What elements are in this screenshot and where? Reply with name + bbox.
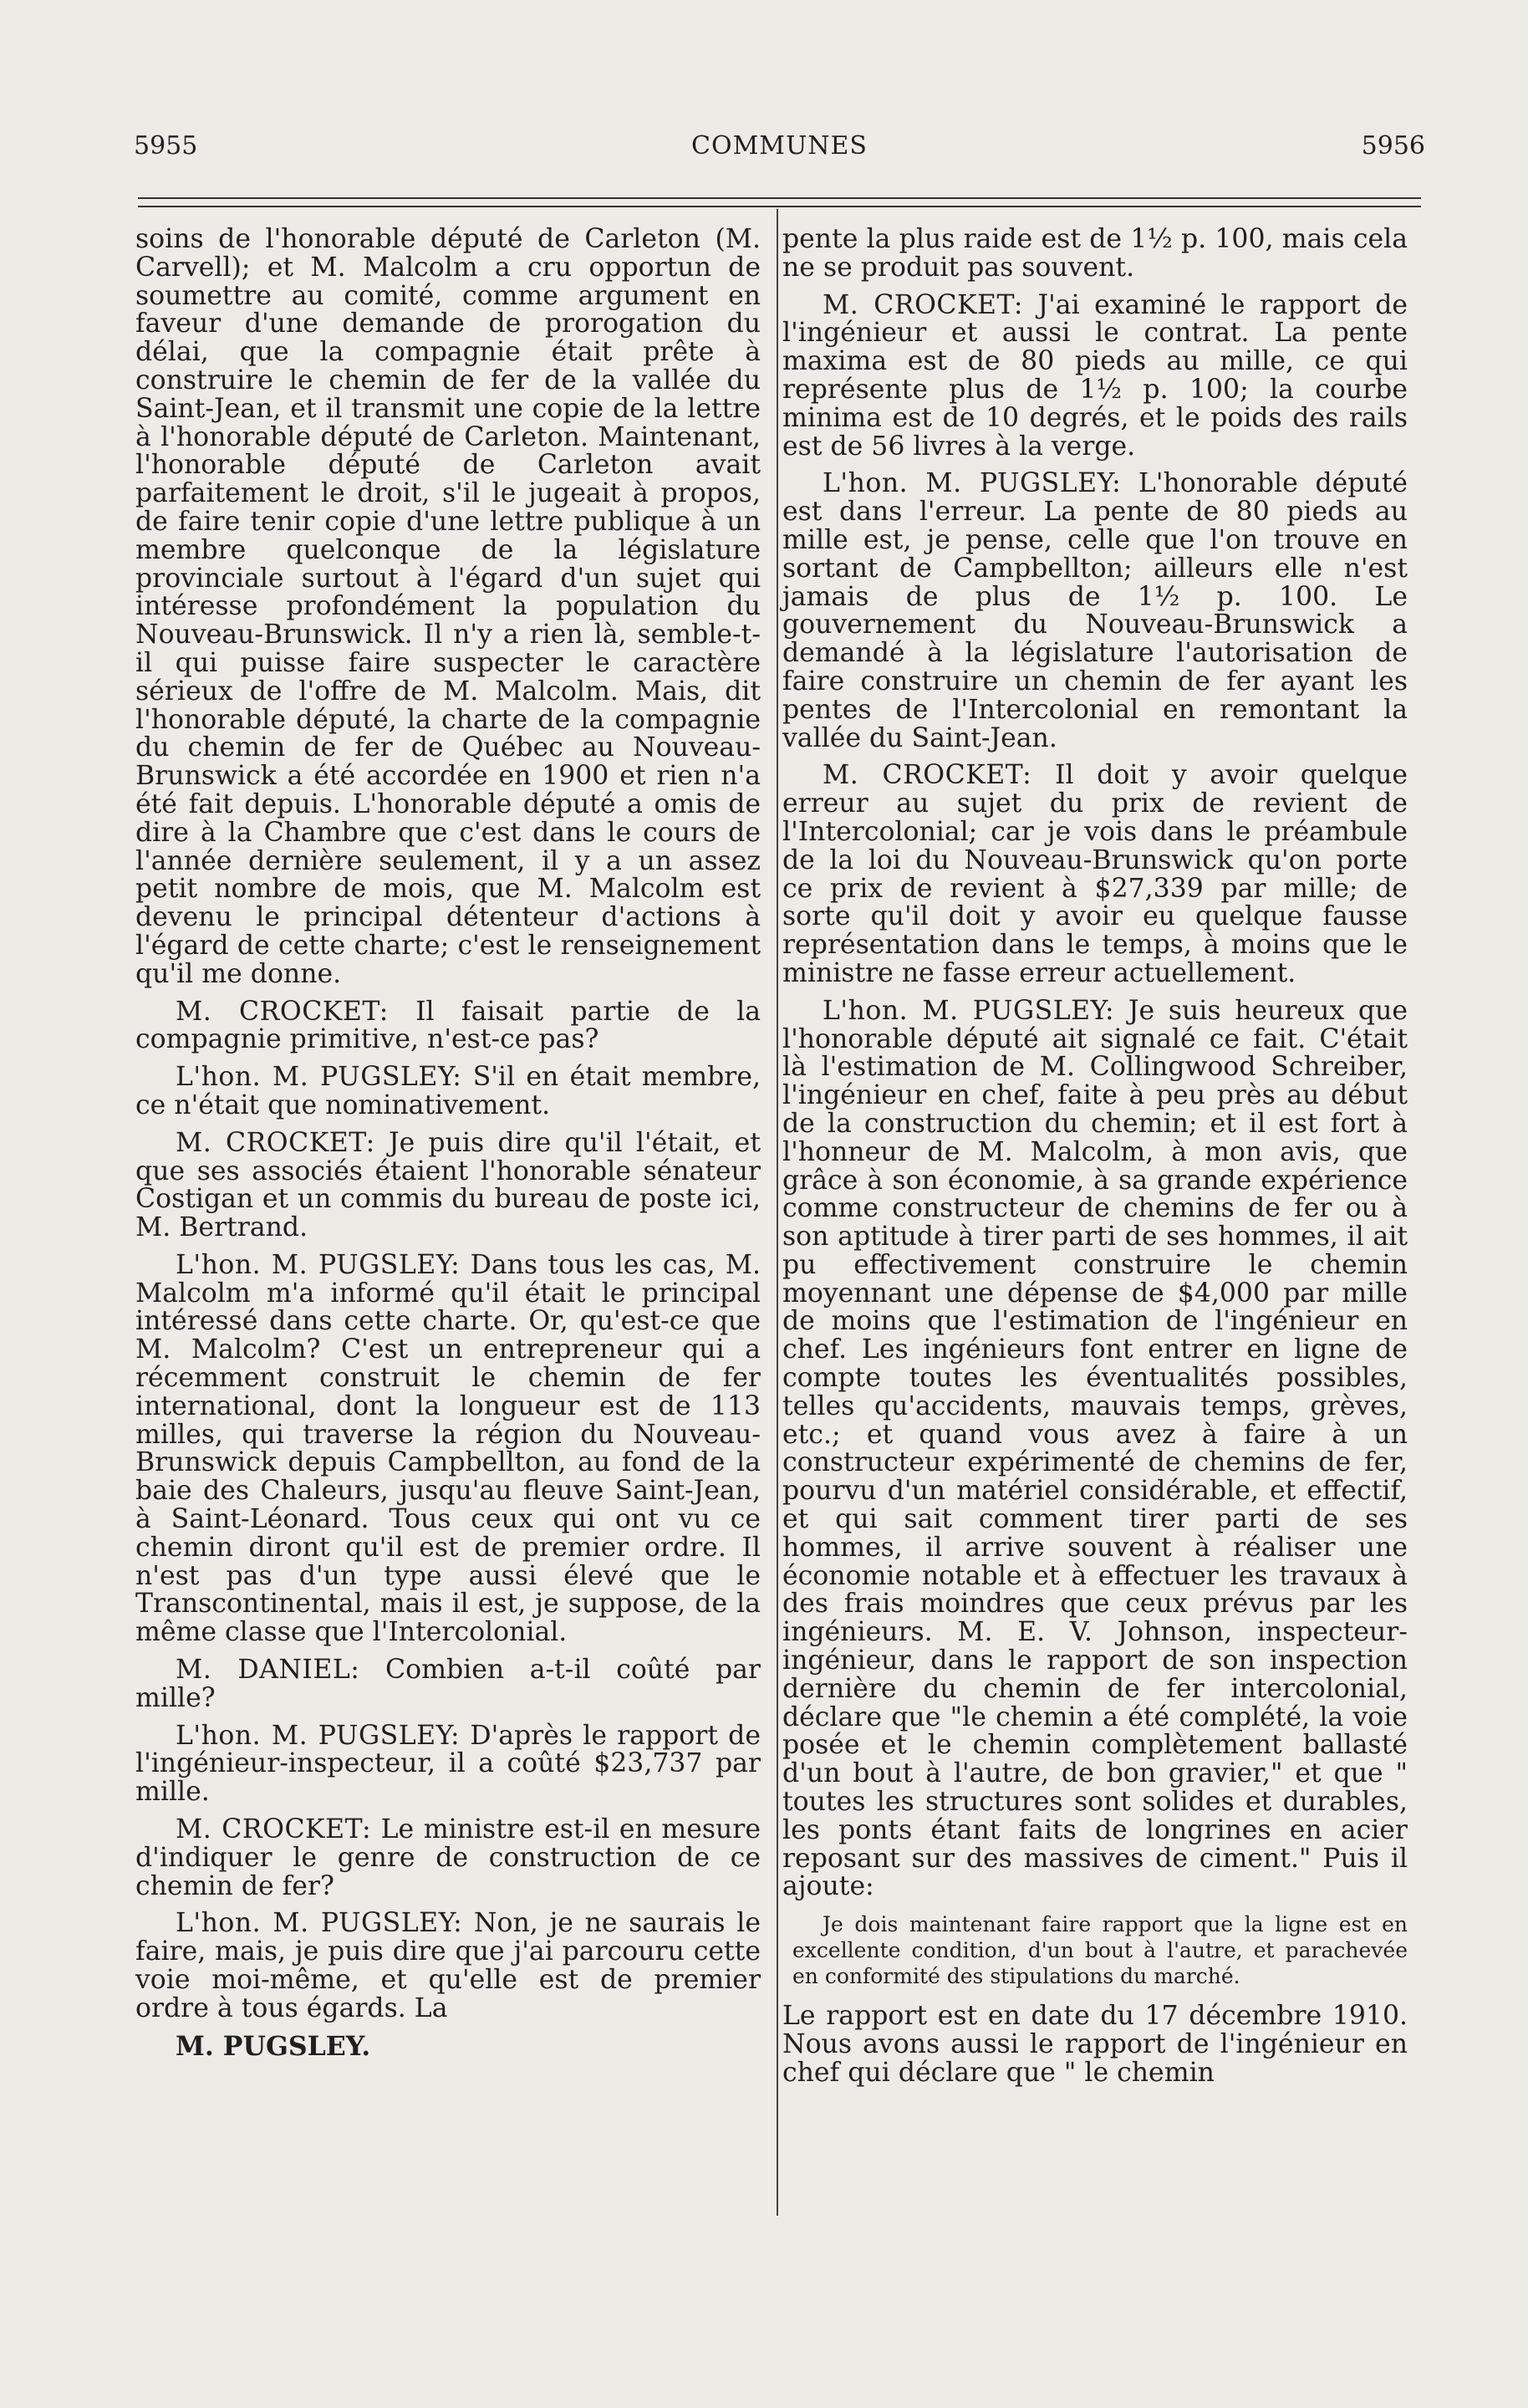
left-column: [135, 226, 761, 2069]
page-header: [134, 125, 1425, 167]
paragraph-text: Dans tous les cas, M. Malcolm m'a informé qu'il était le principal intéressé dans cette charte. Or, qu'est-ce que M. Malcolm? C'est un entrepreneur qui a récemment construit le chemin de fer international, dont la longueur est de 113 milles, qui traverse la région du Nouveau-Brunswick depuis Campbellton, au fond de la baie des Chaleurs, jusqu'au fleuve Saint-Jean, à Saint-Léonard. Tous ceux qui ont vu ce chemin diront qu'il est de premier ordre. Il n'est pas d'un type aussi élevé que le Transcontinental, mais il est, je suppose, de la même classe que l'Intercolonial.: [135, 1249, 761, 1648]
header-rule-bottom: [138, 206, 1421, 207]
page-number-left: 5955: [134, 131, 198, 161]
paragraph-text: pente la plus raide est de 1½ p. 100, mais cela ne se produit pas souvent.: [782, 224, 1408, 283]
page-number-right: 5956: [1361, 131, 1425, 161]
header-rule-top: [138, 197, 1421, 199]
speech-paragraph: [135, 1816, 761, 1900]
paragraph-text: Le rapport est en date du 17 décembre 1910. Nous avons aussi le rapport de l'ingénieur en chef qui déclare que " le chemin: [782, 2001, 1408, 2088]
paragraph-text: Il doit y avoir quelque erreur au sujet du prix de revient de l'Intercolonial; car je vois dans le préambule de la loi du Nouveau-Brunswick qu'on porte ce prix de revient à $27,339 par mille; de sorte qu'il doit y avoir eu quelque fausse représentation dans le temps, à moins que le ministre ne fasse erreur actuellement.: [782, 760, 1408, 988]
speech-paragraph: [135, 1910, 761, 2023]
running-title: COMMUNES: [691, 131, 868, 161]
speech-paragraph: [782, 470, 1408, 752]
speaker-name: L'hon. M. PUGSLEY:: [176, 1908, 463, 1939]
paragraph-text: Le ministre est-il en mesure d'indiquer le genre de construction de ce chemin de fer?: [135, 1814, 761, 1901]
speech-paragraph: [782, 762, 1408, 987]
speaker-name: L'hon. M. PUGSLEY:: [823, 468, 1122, 499]
paragraph-text: Je dois maintenant faire rapport que la ligne est en excellente condition, d'un bout à l'autre, et parachevée en conformité des stipulations du marché.: [792, 1912, 1408, 1989]
speech-paragraph: [135, 1722, 761, 1807]
speech-paragraph: [135, 1656, 761, 1713]
paragraph-text: D'après le rapport de l'ingénieur-inspecteur, il a coûté $23,737 par mille.: [135, 1720, 761, 1808]
paragraph-text: L'honorable député est dans l'erreur. La pente de 80 pieds au mille est, je pense, celle que l'on trouve en sortant de Campbellton; ailleurs elle n'est jamais de plus de 1½ p. 100. Le gouvernement du Nouveau-Brunswick a demandé à la législature l'autorisation de faire construire un chemin de fer ayant les pentes de l'Intercolonial en remontant la vallée du Saint-Jean.: [782, 468, 1408, 753]
paragraph-text: J'ai examiné le rapport de l'ingénieur et aussi le contrat. La pente maxima est de 80 pieds au mille, ce qui représente plus de 1½ p. 100; la courbe minima est de 10 degrés, et le poids des rails est de 56 livres à la verge.: [782, 289, 1408, 462]
speech-paragraph: [135, 1064, 761, 1120]
speaker-name: M. CROCKET:: [823, 760, 1032, 791]
speaker-name: L'hon. M. PUGSLEY:: [176, 1062, 462, 1093]
right-column: [782, 226, 1408, 2097]
speech-paragraph: [782, 997, 1408, 1902]
quoted-report-paragraph: [782, 1911, 1408, 1989]
paragraph-text: S'il en était membre, ce n'était que nominativement.: [135, 1062, 761, 1120]
speech-paragraph: [782, 289, 1408, 462]
speech-paragraph: [135, 226, 761, 989]
speech-paragraph: [782, 2002, 1408, 2087]
speaker-name: M. CROCKET:: [176, 996, 389, 1027]
speech-paragraph: [135, 1249, 761, 1648]
paragraph-text: Il faisait partie de la compagnie primitive, n'est-ce pas?: [135, 996, 761, 1055]
speaker-name: M. CROCKET:: [176, 1814, 372, 1845]
speaker-name: M. CROCKET:: [823, 289, 1024, 320]
speaker-name: M. DANIEL:: [176, 1655, 360, 1686]
column-divider: [777, 209, 778, 2216]
paragraph-text: Je suis heureux que l'honorable député ait signalé ce fait. C'était là l'estimation de M. Collingwood Schreiber, l'ingénieur en chef, faite à peu près au début de la construction du chemin; et il est fort à l'honneur de M. Malcolm, à mon avis, que grâce à son économie, à sa grande expérience comme constructeur de chemins de fer ou à son aptitude à tirer parti de ses hommes, il ait pu effectivement construire le chemin moyennant une dépense de $4,000 par mille de moins que l'estimation de l'ingénieur en chef. Les ingénieurs font entrer en ligne de compte toutes les éventualités possibles, telles qu'accidents, mauvais temps, grèves, etc.; et quand vous avez à faire à un constructeur expérimenté de chemins de fer, pourvu d'un matériel considérable, et effectif, et qui sait comment tirer parti de ses hommes, il arrive souvent à réaliser une économie notable et à effectuer les travaux à des frais moindres que ceux prévus par les ingénieurs. M. E. V. Johnson, inspecteur-ingénieur, dans le rapport de son inspection dernière du chemin de fer intercolonial, déclare que "le chemin a été complété, la voie posée et le chemin complètement ballasté d'un bout à l'autre, de bon gravier," et que " toutes les structures sont solides et durables, les ponts étant faits de longrines en acier reposant sur des massives de ciment." Puis il ajoute:: [782, 995, 1408, 1902]
speech-paragraph: [782, 226, 1408, 283]
paragraph-text: Non, je ne saurais le faire, mais, je puis dire que j'ai parcouru cette voie moi-même, et qu'elle est de premier ordre à tous égards. La: [135, 1908, 761, 2023]
speaker-name: M. CROCKET:: [176, 1127, 375, 1158]
paragraph-text: Combien a-t-il coûté par mille?: [135, 1655, 761, 1713]
paragraph-text: Je puis dire qu'il l'était, et que ses associés étaient l'honorable sénateur Costigan et un commis du bureau de poste ici, M. Bertrand.: [135, 1127, 761, 1243]
speaker-name: L'hon. M. PUGSLEY:: [823, 995, 1115, 1026]
speaker-signature: M. PUGSLEY.: [176, 2030, 371, 2062]
speech-paragraph: [135, 998, 761, 1055]
speech-paragraph: [135, 1127, 761, 1243]
speaker-name: L'hon. M. PUGSLEY:: [176, 1720, 461, 1751]
paragraph-text: soins de l'honorable député de Carleton (M. Carvell); et M. Malcolm a cru opportun de soumettre au comité, comme argument en faveur d'une demande de prorogation du délai, que la compagnie était prête à construire le chemin de fer de la vallée du Saint-Jean, et il transmit une copie de la lettre à l'honorable député de Carleton. Maintenant, l'honorable député de Carleton avait parfaitement le droit, s'il le jugeait à propos, de faire tenir copie d'une lettre publique à un membre quelconque de la législature provinciale surtout à l'égard d'un sujet qui intéresse profondément la population du Nouveau-Brunswick. Il n'y a rien là, semble-t-il qui puisse faire suspecter le caractère sérieux de l'offre de M. Malcolm. Mais, dit l'honorable député, la charte de la compagnie du chemin de fer de Québec au Nouveau-Brunswick a été accordée en 1900 et rien n'a été fait depuis. L'honorable député a omis de dire à la Chambre que c'est dans le cours de l'année dernière seulement, il y a un assez petit nombre de mois, que M. Malcolm est devenu le principal détenteur d'actions à l'égard de cette charte; c'est le renseignement qu'il me donne.: [135, 224, 761, 989]
speaker-name: L'hon. M. PUGSLEY:: [176, 1249, 461, 1280]
